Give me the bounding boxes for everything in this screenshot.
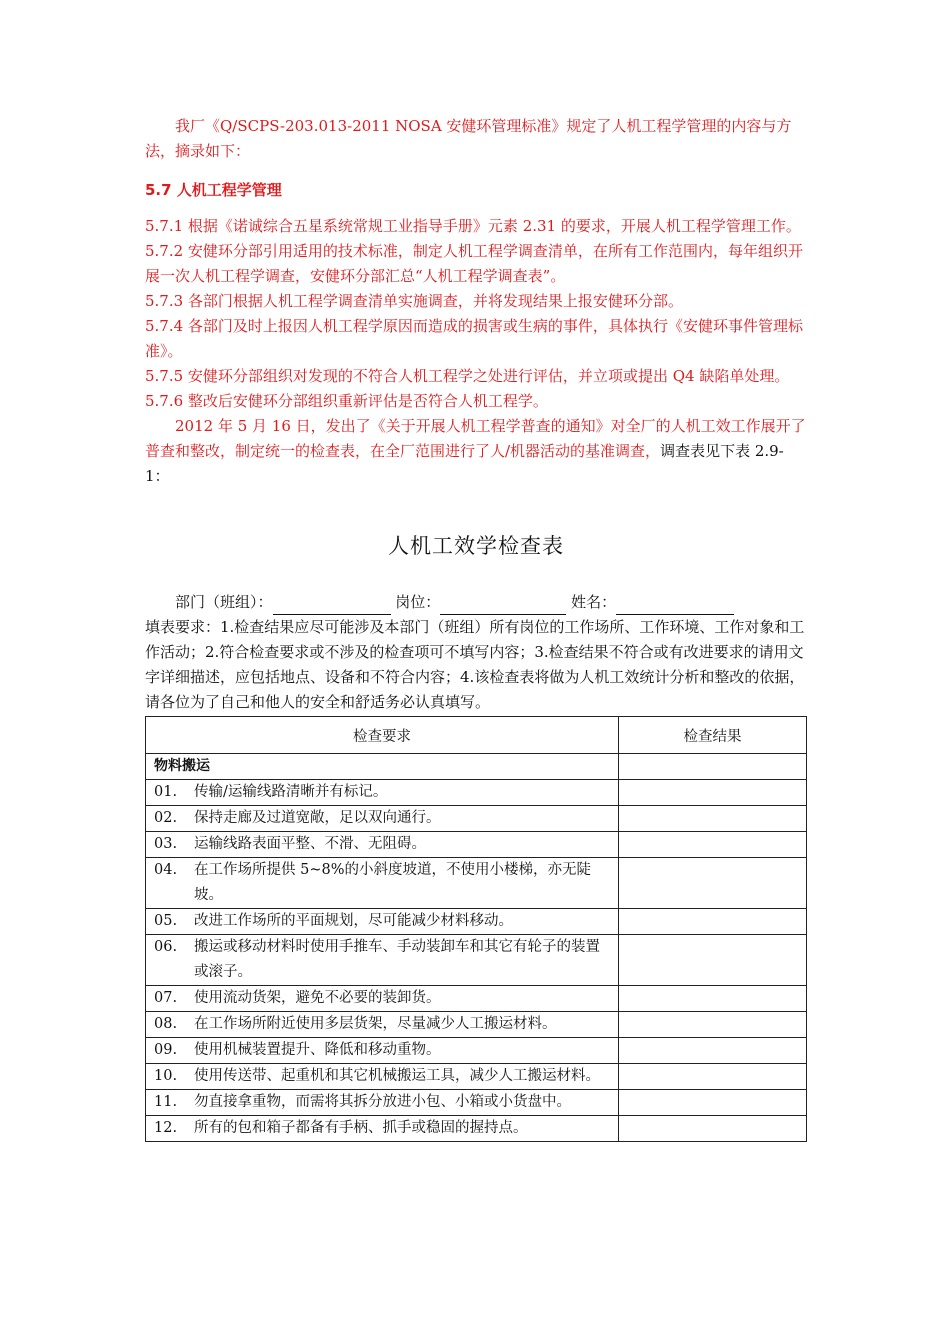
table-row xyxy=(146,909,807,935)
item-text: 改进工作场所的平面规划，尽可能减少材料移动。 xyxy=(194,913,513,929)
requirement-cell xyxy=(146,1038,619,1064)
dept-label: 部门（班组）： xyxy=(175,593,273,611)
clause-5-7-5: 5.7.5 安健环分部组织对发现的不符合人机工程学之处进行评估，并立项或提出 Q4 缺陷单处理。 xyxy=(145,367,790,385)
dept-blank[interactable] xyxy=(273,597,391,615)
requirement-cell xyxy=(146,1012,619,1038)
requirement-cell xyxy=(146,806,619,832)
item-number: 09. xyxy=(154,1042,178,1058)
item-text: 保持走廊及过道宽敞，足以双向通行。 xyxy=(194,810,441,826)
result-cell[interactable] xyxy=(619,1012,807,1038)
item-text: 搬运或移动材料时使用手推车、手动装卸车和其它有轮子的装置或滚子。 xyxy=(194,939,600,980)
result-cell[interactable] xyxy=(619,1064,807,1090)
table-row xyxy=(146,1038,807,1064)
section-result-cell xyxy=(619,754,807,780)
table-row xyxy=(146,858,807,909)
intro-paragraph: 我厂《Q/SCPS-203.013-2011 NOSA 安健环管理标准》规定了人机工程学管理的内容与方法，摘录如下： xyxy=(145,117,792,160)
section-label: 物料搬运 xyxy=(146,754,619,780)
post-blank[interactable] xyxy=(440,597,566,615)
result-cell[interactable] xyxy=(619,986,807,1012)
survey-paragraph xyxy=(145,414,807,489)
result-cell[interactable] xyxy=(619,1090,807,1116)
table-row xyxy=(146,832,807,858)
table-row xyxy=(146,1012,807,1038)
requirement-cell xyxy=(146,909,619,935)
clause-5-7-1: 5.7.1 根据《诺诚综合五星系统常规工业指导手册》元素 2.31 的要求，开展人机工程学管理工作。 xyxy=(145,217,801,235)
header-requirement: 检查要求 xyxy=(146,717,619,754)
item-number: 07. xyxy=(154,990,178,1006)
table-row xyxy=(146,780,807,806)
item-number: 08. xyxy=(154,1016,178,1032)
item-text: 在工作场所附近使用多层货架，尽量减少人工搬运材料。 xyxy=(194,1016,557,1032)
table-row xyxy=(146,1116,807,1142)
item-number: 03. xyxy=(154,836,178,852)
requirement-cell xyxy=(146,935,619,986)
survey-paragraph-tail: 调查表见下表 2.9-1： xyxy=(145,442,784,485)
requirement-cell xyxy=(146,780,619,806)
form-title: 人机工效学检查表 xyxy=(388,534,564,558)
item-text: 勿直接拿重物，而需将其拆分放进小包、小箱或小货盘中。 xyxy=(194,1094,571,1110)
result-cell[interactable] xyxy=(619,1038,807,1064)
section-heading: 5.7 人机工程学管理 xyxy=(145,181,282,199)
requirement-cell xyxy=(146,986,619,1012)
result-cell[interactable] xyxy=(619,858,807,909)
result-cell[interactable] xyxy=(619,909,807,935)
item-number: 10. xyxy=(154,1068,178,1084)
item-text: 运输线路表面平整、不滑、无阻碍。 xyxy=(194,836,426,852)
result-cell[interactable] xyxy=(619,780,807,806)
form-instructions: 填表要求：1.检查结果应尽可能涉及本部门（班组）所有岗位的工作场所、工作环境、工作对象和工作活动；2.符合检查要求或不涉及的检查项可不填写内容；3.检查结果不符合或有改进要求的请用文字详细描述，应包括地点、设备和不符合内容；4.该检查表将做为人机工效统计分析和整改的依据，请各位为了自己和他人的安全和舒适务必认真填写。 xyxy=(145,618,805,711)
item-text: 所有的包和箱子都备有手柄、抓手或稳固的握持点。 xyxy=(194,1120,528,1136)
requirement-cell xyxy=(146,858,619,909)
item-number: 12. xyxy=(154,1120,178,1136)
clause-5-7-6: 5.7.6 整改后安健环分部组织重新评估是否符合人机工程学。 xyxy=(145,392,548,410)
clause-5-7-3: 5.7.3 各部门根据人机工程学调查清单实施调查，并将发现结果上报安健环分部。 xyxy=(145,292,683,310)
requirement-cell xyxy=(146,1064,619,1090)
item-text: 使用机械装置提升、降低和移动重物。 xyxy=(194,1042,441,1058)
post-label: 岗位： xyxy=(395,593,441,611)
requirement-cell xyxy=(146,832,619,858)
result-cell[interactable] xyxy=(619,806,807,832)
name-label: 姓名： xyxy=(571,593,617,611)
item-text: 使用流动货架，避免不必要的装卸货。 xyxy=(194,990,441,1006)
name-blank[interactable] xyxy=(616,597,734,615)
item-number: 11. xyxy=(154,1094,178,1110)
clause-5-7-2: 5.7.2 安健环分部引用适用的技术标准，制定人机工程学调查清单，在所有工作范围内，每年组织开展一次人机工程学调查，安健环分部汇总“人机工程学调查表”。 xyxy=(145,242,803,285)
table-row xyxy=(146,986,807,1012)
survey-paragraph-red: 2012 年 5 月 16 日，发出了《关于开展人机工程学普查的通知》对全厂的人机工效工作展开了普查和整改，制定统一的检查表，在全厂范围进行了人/机器活动的基准调查， xyxy=(145,417,806,460)
requirement-cell xyxy=(146,1116,619,1142)
table-row xyxy=(146,1090,807,1116)
clause-5-7-4: 5.7.4 各部门及时上报因人机工程学原因而造成的损害或生病的事件，具体执行《安健环事件管理标准》。 xyxy=(145,317,803,360)
header-result: 检查结果 xyxy=(619,717,807,754)
table-row xyxy=(146,806,807,832)
document-page xyxy=(145,114,807,1142)
item-number: 04. xyxy=(154,862,178,878)
item-text: 传输/运输线路清晰并有标记。 xyxy=(194,784,388,800)
requirement-cell xyxy=(146,1090,619,1116)
item-number: 01. xyxy=(154,784,178,800)
section-row xyxy=(146,754,807,780)
item-number: 02. xyxy=(154,810,178,826)
result-cell[interactable] xyxy=(619,935,807,986)
checklist-table xyxy=(145,716,807,1142)
result-cell[interactable] xyxy=(619,1116,807,1142)
item-number: 06. xyxy=(154,939,178,955)
table-header-row xyxy=(146,717,807,754)
item-text: 使用传送带、起重机和其它机械搬运工具，减少人工搬运材料。 xyxy=(194,1068,600,1084)
item-text: 在工作场所提供 5~8%的小斜度坡道，不使用小楼梯，亦无陡坡。 xyxy=(194,862,591,903)
form-header-line xyxy=(145,590,807,615)
table-row xyxy=(146,935,807,986)
result-cell[interactable] xyxy=(619,832,807,858)
item-number: 05. xyxy=(154,913,178,929)
table-row xyxy=(146,1064,807,1090)
